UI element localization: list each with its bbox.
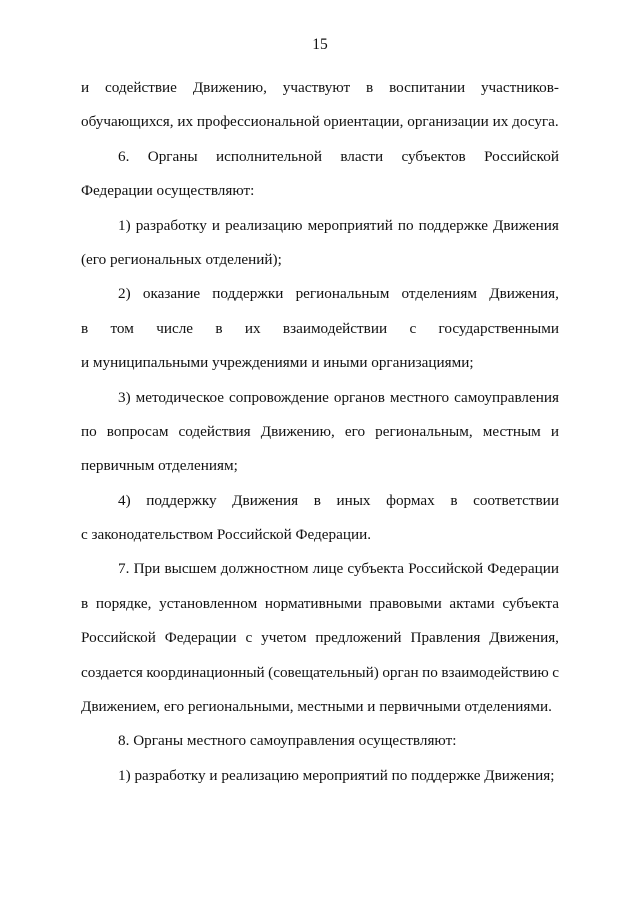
text-line: 1) разработку и реализацию мероприятий по поддержке Движения; [118, 766, 555, 784]
word: в [81, 594, 89, 612]
word: самоуправления [454, 388, 559, 406]
word: порядке, [95, 594, 152, 612]
word: Движению, [192, 79, 267, 96]
word: органов [333, 388, 385, 406]
text-line: с законодательством Российской Федерации. [81, 526, 372, 544]
word: мероприятий [307, 216, 393, 234]
word: высшем [164, 560, 217, 578]
word: взаимодействии [282, 319, 388, 337]
word: Российской [408, 560, 484, 578]
word: Движению, [260, 422, 335, 440]
word: должностном [220, 560, 309, 578]
word: том [110, 319, 134, 337]
word: Движения, [489, 285, 559, 303]
word: в [313, 491, 321, 509]
text-line: обучающихся, их профессиональной ориентации, организации их досуга. [81, 113, 559, 131]
word: поддержки [212, 285, 284, 303]
word: поддержку [146, 491, 217, 509]
word: содействия [178, 422, 251, 440]
word: 7. [118, 560, 130, 578]
word: в [81, 319, 89, 337]
word: государственными [438, 319, 559, 337]
word: сопровождение [229, 388, 329, 406]
word: реализацию [225, 216, 303, 234]
word: Федерации [164, 629, 237, 647]
text-line [81, 315, 559, 349]
word: по [422, 663, 438, 681]
word: 6. [118, 147, 130, 165]
word: в [215, 319, 223, 337]
text-line: первичным отделениям; [81, 457, 238, 475]
word: Движения [492, 216, 559, 234]
word: разработку [135, 216, 207, 234]
word: лице [312, 560, 344, 578]
word: региональным [295, 285, 390, 303]
text-line [81, 280, 559, 314]
word: формах [386, 491, 435, 509]
word: отделениям [401, 285, 478, 303]
word: числе [156, 319, 194, 337]
text-line: (его региональных отделений); [81, 250, 282, 268]
word: и [211, 216, 221, 234]
text-line [81, 590, 559, 624]
word: и [550, 422, 559, 440]
word: Органы [147, 147, 198, 165]
word: Федерации [487, 560, 559, 578]
word: создается [81, 663, 143, 681]
word: с [409, 319, 417, 337]
word: вопросам [106, 422, 169, 440]
text-line: и муниципальными учреждениями и иными организациями; [81, 354, 474, 372]
page-number: 15 [312, 36, 328, 53]
word: местным [482, 422, 541, 440]
word: учетом [261, 629, 307, 647]
word: нормативными [264, 594, 362, 612]
word: в [450, 491, 458, 509]
word: его [344, 422, 366, 440]
word: субъекта [502, 594, 559, 612]
word: Движения, [489, 629, 559, 647]
word: оказание [142, 285, 201, 303]
word: субъекта [347, 560, 405, 578]
text-line [81, 384, 559, 418]
word: установленном [159, 594, 258, 612]
word: методическое [135, 388, 225, 406]
word: с [245, 629, 253, 647]
word: Российской [81, 629, 156, 647]
word: иных [336, 491, 371, 509]
text-line: 8. Органы местного самоуправления осуществляют: [118, 732, 457, 750]
word: 1) [118, 216, 131, 234]
word: воспитании [389, 79, 466, 96]
word: 2) [118, 285, 131, 303]
word: координационный [146, 663, 265, 681]
document-body [81, 74, 559, 796]
word: Движения [232, 491, 299, 509]
text-line [81, 418, 559, 452]
word: участвуют [282, 79, 351, 96]
word: по [397, 216, 414, 234]
word: Российской [484, 147, 559, 165]
text-line [81, 624, 559, 658]
text-line [81, 659, 559, 693]
text-line [81, 487, 559, 521]
word: исполнительной [215, 147, 322, 165]
text-line [81, 555, 559, 589]
word: предложений [315, 629, 402, 647]
word: их [244, 319, 261, 337]
word: участников- [480, 79, 559, 96]
word: Правления [410, 629, 481, 647]
word: соответствии [473, 491, 559, 509]
word: по [81, 422, 97, 440]
word: региональным, [375, 422, 473, 440]
word: поддержке [418, 216, 488, 234]
word: 4) [118, 491, 131, 509]
word: правовыми [369, 594, 442, 612]
text-line [81, 212, 559, 246]
word: взаимодействию [441, 663, 549, 681]
word: 3) [118, 388, 131, 406]
word: орган [382, 663, 419, 681]
text-line [81, 74, 559, 108]
text-line [81, 143, 559, 177]
word: При [133, 560, 161, 578]
text-line: Федерации осуществляют: [81, 182, 255, 200]
word: с [552, 663, 559, 681]
word: (совещательный) [268, 663, 379, 681]
word: местного [389, 388, 450, 406]
word: субъектов [401, 147, 466, 165]
word: актами [449, 594, 495, 612]
text-line: Движением, его региональными, местными и первичными отделениями. [81, 698, 552, 716]
word: в [366, 79, 374, 96]
word: содействие [105, 79, 177, 96]
word: и [81, 79, 90, 96]
word: власти [340, 147, 384, 165]
